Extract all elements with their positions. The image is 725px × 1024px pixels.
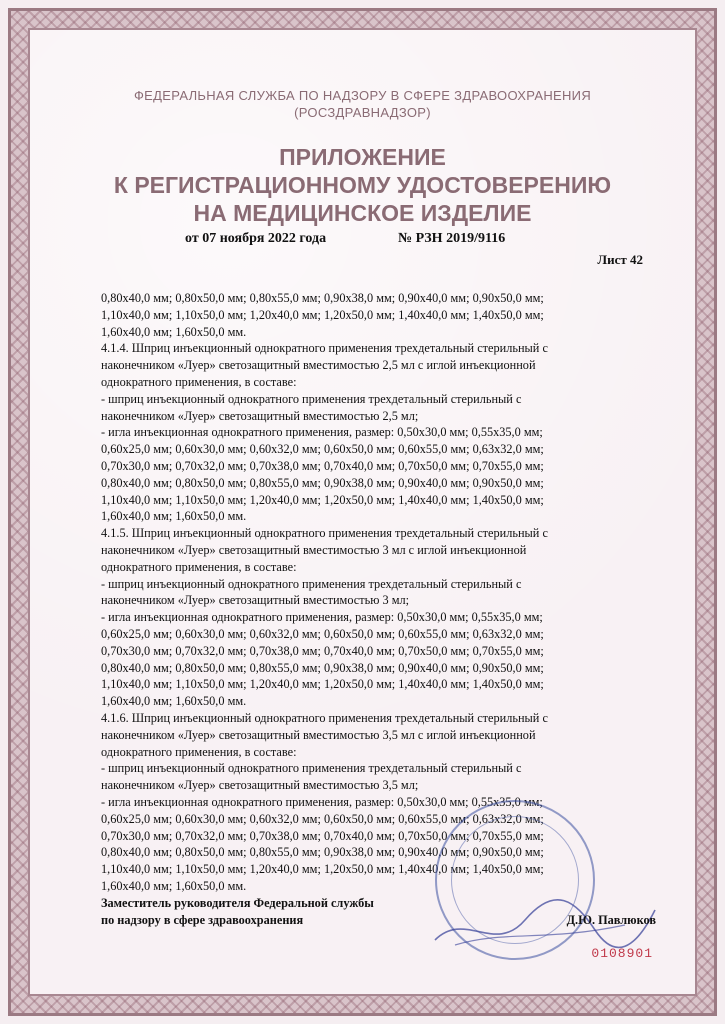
body-line: - шприц инъекционный однократного применения трехдетальный стерильный с [101,576,522,591]
body-line: наконечником «Луер» светозащитный вместимостью 3,5 мл с иглой инъекционной [101,727,536,742]
body-line: 1,10x40,0 мм; 1,10x50,0 мм; 1,20x40,0 мм; 1,20x50,0 мм; 1,40x40,0 мм; 1,40x50,0 мм; [101,862,544,877]
body-line: - шприц инъекционный однократного применения трехдетальный стерильный с [101,391,522,406]
body-line: 1,10x40,0 мм; 1,10x50,0 мм; 1,20x40,0 мм; 1,20x50,0 мм; 1,40x40,0 мм; 1,40x50,0 мм; [101,677,544,692]
body-line: наконечником «Луер» светозащитный вместимостью 3,5 мл; [101,778,419,793]
body-line: - шприц инъекционный однократного применения трехдетальный стерильный с [101,761,522,776]
body-line: - игла инъекционная однократного применения, размер: 0,50x30,0 мм; 0,55x35,0 мм; [101,794,543,809]
signatory-position-2: по надзору в сфере здравоохранения [101,913,304,927]
issue-date: от 07 ноября 2022 года [185,231,327,246]
sheet-number: Лист 42 [597,252,643,267]
signature-block [101,895,656,929]
body-line: 1,10x40,0 мм; 1,10x50,0 мм; 1,20x40,0 мм; 1,20x50,0 мм; 1,40x40,0 мм; 1,40x50,0 мм; [101,307,544,322]
body-line: 0,80x40,0 мм; 0,80x50,0 мм; 0,80x55,0 мм; 0,90x38,0 мм; 0,90x40,0 мм; 0,90x50,0 мм; [101,475,544,490]
document-subtitle-2: НА МЕДИЦИНСКОЕ ИЗДЕЛИЕ [193,200,532,226]
agency-name: ФЕДЕРАЛЬНАЯ СЛУЖБА ПО НАДЗОРУ В СФЕРЕ ЗДРАВООХРАНЕНИЯ [133,88,592,103]
body-line: 1,60x40,0 мм; 1,60x50,0 мм. [101,694,247,709]
body-line: 0,80x40,0 мм; 0,80x50,0 мм; 0,80x55,0 мм; 0,90x38,0 мм; 0,90x40,0 мм; 0,90x50,0 мм; [101,660,544,675]
body-line: наконечником «Луер» светозащитный вместимостью 3 мл; [101,593,410,608]
signatory-position-1: Заместитель руководителя Федеральной службы [101,896,374,910]
document-subtitle-1: К РЕГИСТРАЦИОННОМУ УДОСТОВЕРЕНИЮ [113,172,612,198]
body-line: однократного применения, в составе: [101,744,297,759]
registration-number: № РЗН 2019/9116 [398,231,506,246]
body-line: 0,70x30,0 мм; 0,70x32,0 мм; 0,70x38,0 мм; 0,70x40,0 мм; 0,70x50,0 мм; 0,70x55,0 мм; [101,828,544,843]
body-line: наконечником «Луер» светозащитный вместимостью 2,5 мл с иглой инъекционной [101,358,536,373]
body-line: однократного применения, в составе: [101,559,297,574]
document-title: ПРИЛОЖЕНИЕ [279,144,446,170]
body-line: 0,80x40,0 мм; 0,80x50,0 мм; 0,80x55,0 мм; 0,90x38,0 мм; 0,90x40,0 мм; 0,90x50,0 мм; [101,845,544,860]
body-line: 4.1.5. Шприц инъекционный однократного применения трехдетальный стерильный с [101,526,548,541]
body-line: 1,10x40,0 мм; 1,10x50,0 мм; 1,20x40,0 мм; 1,20x50,0 мм; 1,40x40,0 мм; 1,40x50,0 мм; [101,492,544,507]
signatory-name: Д.Ю. Павлюков [566,913,656,927]
body-line: 0,70x30,0 мм; 0,70x32,0 мм; 0,70x38,0 мм; 0,70x40,0 мм; 0,70x50,0 мм; 0,70x55,0 мм; [101,643,544,658]
body-line: 0,80x40,0 мм; 0,80x50,0 мм; 0,80x55,0 мм; 0,90x38,0 мм; 0,90x40,0 мм; 0,90x50,0 мм; [101,291,544,305]
body-line: наконечником «Луер» светозащитный вместимостью 2,5 мл; [101,408,419,423]
body-line: 0,60x25,0 мм; 0,60x30,0 мм; 0,60x32,0 мм; 0,60x50,0 мм; 0,60x55,0 мм; 0,63x32,0 мм; [101,811,544,826]
serial-number: 0108901 [591,946,653,961]
body-line: 0,60x25,0 мм; 0,60x30,0 мм; 0,60x32,0 мм; 0,60x50,0 мм; 0,60x55,0 мм; 0,63x32,0 мм; [101,442,544,457]
agency-abbreviation: (РОСЗДРАВНАДЗОР) [294,105,431,120]
body-line: 4.1.6. Шприц инъекционный однократного применения трехдетальный стерильный с [101,710,548,725]
body-line: - игла инъекционная однократного применения, размер: 0,50x30,0 мм; 0,55x35,0 мм; [101,610,543,625]
body-line: однократного применения, в составе: [101,374,297,389]
body-line: 1,60x40,0 мм; 1,60x50,0 мм. [101,509,247,524]
document-body [101,290,641,895]
body-line: 1,60x40,0 мм; 1,60x50,0 мм. [101,324,247,339]
body-line: - игла инъекционная однократного применения, размер: 0,50x30,0 мм; 0,55x35,0 мм; [101,425,543,440]
body-line: 0,60x25,0 мм; 0,60x30,0 мм; 0,60x32,0 мм; 0,60x50,0 мм; 0,60x55,0 мм; 0,63x32,0 мм; [101,626,544,641]
body-line: 0,70x30,0 мм; 0,70x32,0 мм; 0,70x38,0 мм; 0,70x40,0 мм; 0,70x50,0 мм; 0,70x55,0 мм; [101,458,544,473]
body-line: 4.1.4. Шприц инъекционный однократного применения трехдетальный стерильный с [101,341,548,356]
body-line: наконечником «Луер» светозащитный вместимостью 3 мл с иглой инъекционной [101,542,527,557]
body-line: 1,60x40,0 мм; 1,60x50,0 мм. [101,878,247,893]
